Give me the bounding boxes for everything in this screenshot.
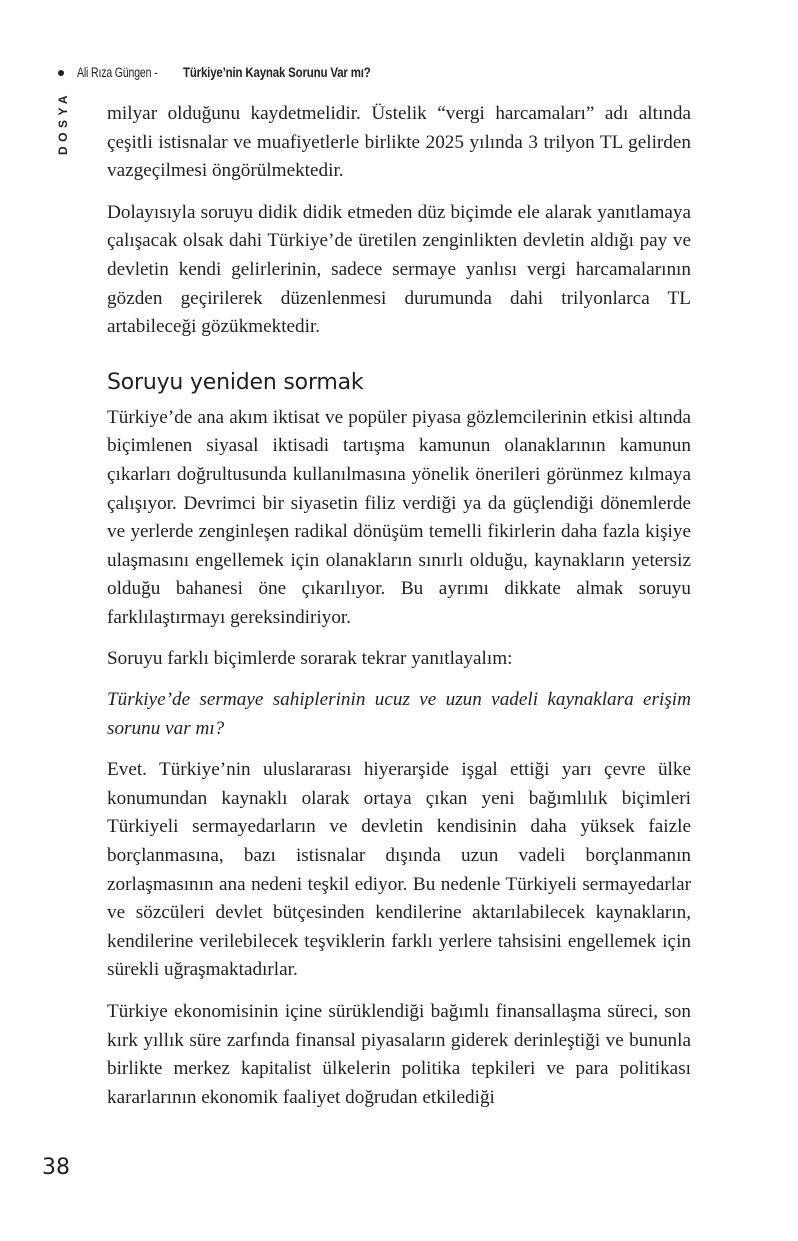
paragraph: Türkiye’de ana akım iktisat ve popüler piyasa gözlemcilerinin etkisi altında biçimlenen siyasal iktisadi tartışma kamunun olanaklarının kamunun çıkarları doğrultusunda kullanılmasına yönelik önerileri görünmez kılmaya çalışıyor. Devrimci bir siyasetin filiz verdiği ya da güçlendiği dönemlerde ve yerlerde zenginleşen radikal dönüşüm temelli fikirlerin daha fazla kişiye ulaşmasını engellemek için olanakların sınırlı olduğu, kaynakların yetersiz olduğu bahanesi öne çıkarılıyor. Bu ayrımı dikkate almak soruyu farklılaştırmayı gereksindiriyor.: [107, 406, 691, 628]
paragraph: Evet. Türkiye’nin uluslararası hiyerarşide işgal ettiği yarı çevre ülke konumundan kaynaklı olarak ortaya çıkan yeni bağımlılık biçimleri Türkiyeli sermayedarların ve devletin kendisinin daha yüksek faizle borçlanmasına, bazı istisnalar dışında uzun vadeli borçlanmanın zorlaşmasının ana nedeni teşkil ediyor. Bu nedenle Türkiyeli sermayedarlar ve sözcüleri devlet bütçesinden kendilerine aktarılabilecek kaynakların, kendilerine verilebilecek teşviklerin farklı yerlere tahsisini engellemek için sürekli uğraşmaktadırlar.: [107, 759, 691, 981]
paragraph: Soruyu farklı biçimlerde sorarak tekrar yanıtlayalım:: [107, 647, 513, 669]
article-body: [107, 100, 691, 1125]
bullet-icon: [58, 70, 64, 76]
running-head: [58, 65, 404, 80]
paragraph: milyar olduğunu kaydetmelidir. Üstelik “vergi harcamaları” adı altında çeşitli istisnalar ve muafiyetlerle birlikte 2025 yılında 3 trilyon TL gelirden vazgeçilmesi öngörülmektedir.: [107, 103, 691, 182]
section-heading: Soruyu yeniden sormak: [107, 369, 364, 395]
section-tab-label: DOSYA: [56, 90, 70, 155]
paragraph: Dolayısıyla soruyu didik didik etmeden düz biçimde ele alarak yanıtlamaya çalışacak olsak dahi Türkiye’de üretilen zenginlikten devletin aldığı pay ve devletin kendi gelirlerinin, sadece sermaye yanlısı vergi harcamalarının gözden geçirilerek düzenlenmesi durumunda dahi trilyonlarca TL artabileceği gözükmektedir.: [107, 201, 691, 338]
running-head-author: Ali Rıza Güngen -: [77, 65, 158, 80]
paragraph: Türkiye ekonomisinin içine sürüklendiği bağımlı finansallaşma süreci, son kırk yıllık süre zarfında finansal piyasaların giderek derinleştiği ve bununla birlikte merkez kapitalist ülkelerin politika tepkileri ve para politikası kararlarının ekonomik faaliyet doğrudan etkilediği: [107, 1001, 691, 1108]
running-head-title: Türkiye’nin Kaynak Sorunu Var mı?: [183, 65, 371, 80]
page-number: 38: [42, 1155, 70, 1180]
italic-question: Türkiye’de sermaye sahiplerinin ucuz ve uzun vadeli kaynaklara erişim sorunu var mı?: [107, 689, 691, 739]
